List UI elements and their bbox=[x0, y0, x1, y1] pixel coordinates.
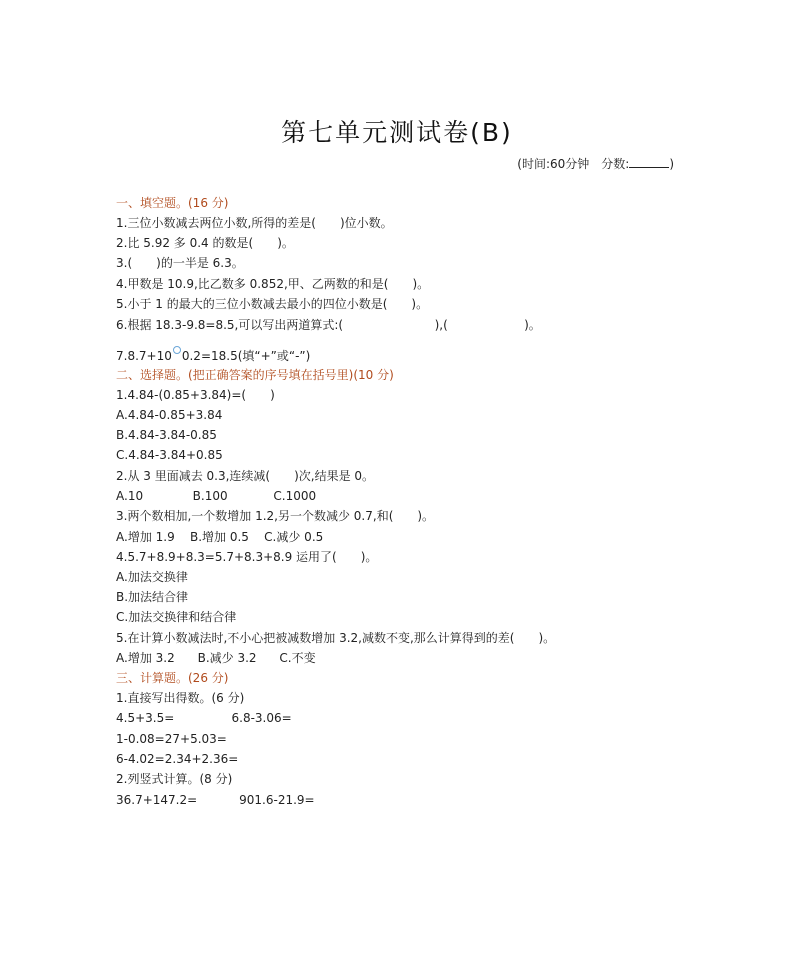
question-1-4: 4.甲数是 10.9,比乙数多 0.852,甲、乙两数的和是( )。 bbox=[116, 277, 430, 291]
answer-circle-icon[interactable] bbox=[173, 346, 181, 354]
question-1-6: 6.根据 18.3-9.8=8.5,可以写出两道算式:( ),( )。 bbox=[116, 318, 541, 332]
question-2-4-option-c: C.加法交换律和结合律 bbox=[116, 610, 237, 624]
question-2-2-options: A.10 B.100 C.1000 bbox=[116, 489, 317, 503]
part-3-1: 1.直接写出得数。(6 分) bbox=[116, 691, 245, 705]
calc-row-3: 6-4.02=2.34+2.36= bbox=[116, 752, 239, 766]
question-1-7-start: 7.8.7+10 bbox=[116, 349, 172, 363]
meta-close: ) bbox=[669, 157, 674, 171]
question-1-1: 1.三位小数减去两位小数,所得的差是( )位小数。 bbox=[116, 216, 393, 230]
exam-meta bbox=[517, 155, 674, 172]
calc-row-2: 1-0.08=27+5.03= bbox=[116, 732, 227, 746]
question-2-2: 2.从 3 里面减去 0.3,连续减( )次,结果是 0。 bbox=[116, 469, 375, 483]
question-2-4-option-b: B.加法结合律 bbox=[116, 590, 189, 604]
section-1-heading: 一、填空题。(16 分) bbox=[116, 196, 229, 210]
question-2-3-options: A.增加 1.9 B.增加 0.5 C.减少 0.5 bbox=[116, 530, 324, 544]
question-2-1-option-b: B.4.84-3.84-0.85 bbox=[116, 428, 217, 442]
question-1-5: 5.小于 1 的最大的三位小数减去最小的四位小数是( )。 bbox=[116, 297, 429, 311]
question-2-3: 3.两个数相加,一个数增加 1.2,另一个数减少 0.7,和( )。 bbox=[116, 509, 435, 523]
question-1-3: 3.( )的一半是 6.3。 bbox=[116, 256, 244, 270]
question-2-5: 5.在计算小数减法时,不小心把被减数增加 3.2,减数不变,那么计算得到的差( )。 bbox=[116, 631, 556, 645]
part-3-2: 2.列竖式计算。(8 分) bbox=[116, 772, 233, 786]
question-2-4-option-a: A.加法交换律 bbox=[116, 570, 188, 584]
question-1-2: 2.比 5.92 多 0.4 的数是( )。 bbox=[116, 236, 294, 250]
score-blank[interactable] bbox=[629, 156, 669, 168]
section-3-heading: 三、计算题。(26 分) bbox=[116, 671, 229, 685]
question-2-1: 1.4.84-(0.85+3.84)=( ) bbox=[116, 388, 275, 402]
question-2-4: 4.5.7+8.9+8.3=5.7+8.3+8.9 运用了( )。 bbox=[116, 550, 378, 564]
question-2-5-options: A.增加 3.2 B.减少 3.2 C.不变 bbox=[116, 651, 316, 665]
question-2-1-option-c: C.4.84-3.84+0.85 bbox=[116, 448, 223, 462]
question-1-7-end: 0.2=18.5(填“+”或“-”) bbox=[181, 349, 311, 363]
page-title: 第七单元测试卷(B) bbox=[281, 118, 513, 147]
calc-row-1: 4.5+3.5= 6.8-3.06= bbox=[116, 711, 292, 725]
section-2-heading: 二、选择题。(把正确答案的序号填在括号里)(10 分) bbox=[116, 368, 394, 382]
question-2-1-option-a: A.4.84-0.85+3.84 bbox=[116, 408, 223, 422]
calc-row-4: 36.7+147.2= 901.6-21.9= bbox=[116, 793, 315, 807]
time-score-label: (时间:60分钟 分数: bbox=[517, 157, 630, 171]
question-1-7 bbox=[116, 346, 310, 363]
